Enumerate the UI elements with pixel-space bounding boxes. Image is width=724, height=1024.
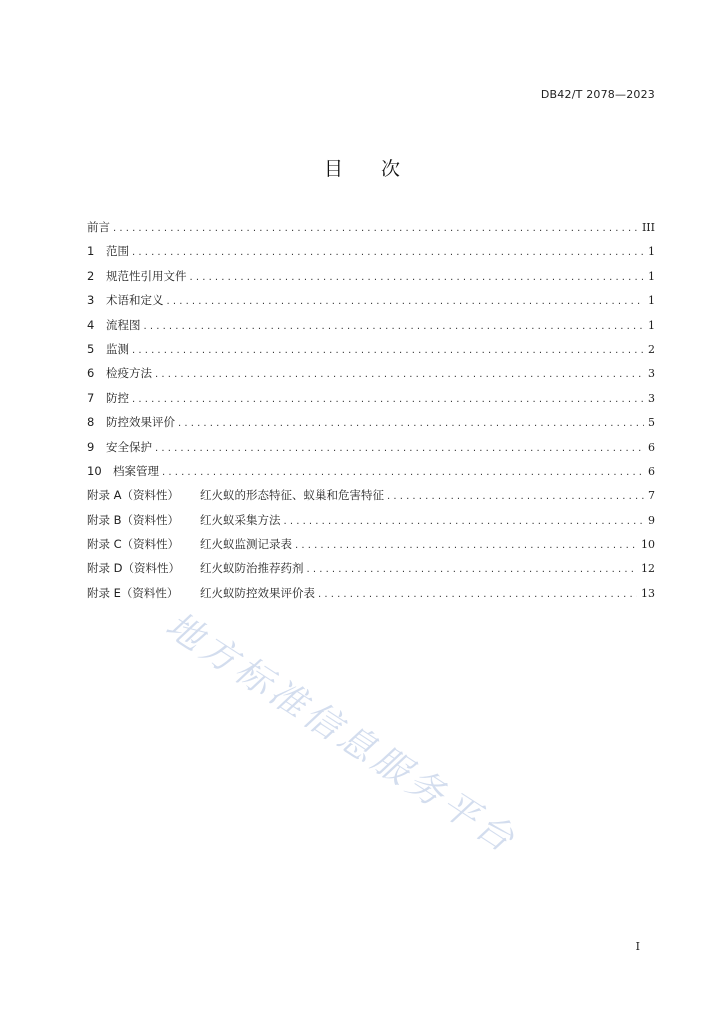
toc-title-char-2: 次 bbox=[381, 158, 401, 180]
toc-appendix-e[interactable] bbox=[87, 585, 655, 609]
toc-entry-label: 档案管理 bbox=[113, 463, 159, 478]
toc-appendix-a[interactable] bbox=[87, 487, 655, 511]
toc-entry-2[interactable] bbox=[87, 268, 655, 292]
toc-entry-page: 7 bbox=[648, 489, 655, 503]
toc-leader-dots bbox=[190, 272, 645, 283]
toc-entry-number: 7 bbox=[87, 390, 95, 405]
toc-appendix-prefix: 附录 C（资料性） bbox=[87, 537, 180, 552]
toc-entry-page: III bbox=[641, 221, 655, 234]
toc-entry-label: 流程图 bbox=[106, 317, 141, 332]
toc-entry-number: 4 bbox=[87, 317, 95, 332]
toc-leader-dots bbox=[162, 467, 644, 478]
toc-entry-9[interactable] bbox=[87, 439, 655, 463]
toc-entry-page: 10 bbox=[641, 538, 655, 552]
toc-leader-dots bbox=[178, 418, 644, 429]
toc-entry-label: 监测 bbox=[106, 341, 129, 356]
toc-appendix-prefix: 附录 B（资料性） bbox=[87, 512, 180, 527]
toc-entry-8[interactable] bbox=[87, 414, 655, 438]
toc-entry-page: 9 bbox=[648, 513, 655, 527]
toc-entry-number: 3 bbox=[87, 293, 95, 308]
toc-entry-number: 2 bbox=[87, 268, 95, 283]
toc-entry-page: 6 bbox=[648, 464, 655, 478]
toc-entry-label: 范围 bbox=[106, 244, 129, 259]
page-number: I bbox=[635, 940, 640, 953]
toc-entry-foreword[interactable] bbox=[87, 219, 655, 243]
toc-entry-page: 1 bbox=[648, 294, 655, 308]
toc-entry-page: 13 bbox=[641, 586, 655, 600]
toc-entry-page: 1 bbox=[648, 245, 655, 259]
toc-entry-page: 2 bbox=[648, 342, 655, 356]
toc-appendix-b[interactable] bbox=[87, 512, 655, 536]
toc-entry-6[interactable] bbox=[87, 365, 655, 389]
toc-entry-label: 术语和定义 bbox=[106, 293, 164, 308]
toc-entry-10[interactable] bbox=[87, 463, 655, 487]
document-code: DB42/T 2078—2023 bbox=[540, 88, 655, 101]
toc-entry-label: 红火蚁的形态特征、蚁巢和危害特征 bbox=[200, 488, 384, 503]
toc-appendix-c[interactable] bbox=[87, 536, 655, 560]
toc-appendix-prefix: 附录 D（资料性） bbox=[87, 561, 181, 576]
toc-entry-1[interactable] bbox=[87, 243, 655, 267]
toc-entry-page: 5 bbox=[648, 416, 655, 430]
toc-appendix-prefix: 附录 E（资料性） bbox=[87, 585, 179, 600]
toc-entry-label: 防控效果评价 bbox=[106, 415, 175, 430]
toc-leader-dots bbox=[132, 247, 644, 258]
toc-leader-dots bbox=[167, 296, 645, 307]
toc-leader-dots bbox=[387, 491, 644, 502]
toc-entry-page: 1 bbox=[648, 269, 655, 283]
toc-entry-page: 3 bbox=[648, 367, 655, 381]
toc-appendix-d[interactable] bbox=[87, 560, 655, 584]
toc-entry-number: 10 bbox=[87, 463, 102, 478]
toc-entry-label: 前言 bbox=[87, 220, 110, 234]
toc-leader-dots bbox=[132, 394, 644, 405]
toc-entry-label: 检疫方法 bbox=[106, 366, 152, 381]
toc-entry-number: 6 bbox=[87, 366, 95, 381]
table-of-contents bbox=[87, 219, 655, 609]
toc-leader-dots bbox=[132, 345, 644, 356]
toc-leader-dots bbox=[155, 369, 644, 380]
toc-appendix-prefix: 附录 A（资料性） bbox=[87, 488, 180, 503]
toc-entry-label: 规范性引用文件 bbox=[106, 268, 187, 283]
toc-leader-dots bbox=[144, 321, 645, 332]
toc-entry-label: 红火蚁防控效果评价表 bbox=[200, 585, 315, 600]
watermark: 地方标准信息服务平台 bbox=[158, 604, 525, 863]
toc-entry-label: 红火蚁防治推荐药剂 bbox=[200, 561, 304, 576]
toc-entry-page: 1 bbox=[648, 318, 655, 332]
toc-entry-7[interactable] bbox=[87, 390, 655, 414]
toc-entry-4[interactable] bbox=[87, 317, 655, 341]
toc-entry-5[interactable] bbox=[87, 341, 655, 365]
toc-entry-number: 1 bbox=[87, 244, 95, 259]
toc-entry-number: 9 bbox=[87, 439, 95, 454]
toc-entry-label: 红火蚁监测记录表 bbox=[200, 537, 292, 552]
toc-entry-3[interactable] bbox=[87, 292, 655, 316]
toc-leader-dots bbox=[295, 540, 637, 551]
toc-leader-dots bbox=[113, 223, 638, 234]
toc-leader-dots bbox=[284, 516, 645, 527]
toc-title-char-1: 目 bbox=[323, 158, 343, 180]
toc-entry-number: 5 bbox=[87, 341, 95, 356]
toc-entry-page: 12 bbox=[641, 562, 655, 576]
toc-title bbox=[0, 154, 724, 181]
toc-leader-dots bbox=[318, 589, 637, 600]
toc-entry-label: 安全保护 bbox=[106, 439, 152, 454]
toc-entry-page: 6 bbox=[648, 440, 655, 454]
toc-entry-label: 防控 bbox=[106, 390, 129, 405]
toc-entry-page: 3 bbox=[648, 391, 655, 405]
toc-entry-label: 红火蚁采集方法 bbox=[200, 512, 281, 527]
toc-leader-dots bbox=[155, 443, 644, 454]
toc-entry-number: 8 bbox=[87, 415, 95, 430]
toc-leader-dots bbox=[307, 564, 638, 575]
